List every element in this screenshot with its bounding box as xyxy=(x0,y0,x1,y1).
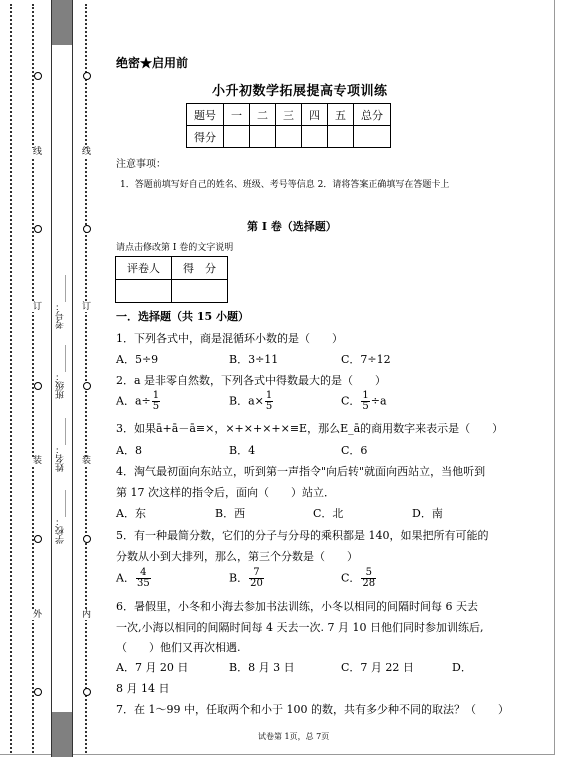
table-cell: 二 xyxy=(250,104,276,126)
question-stem: 2．a 是非零自然数，下列各式中得数最大的是（ ） xyxy=(116,374,387,387)
table-cell: 四 xyxy=(302,104,328,126)
name-field[interactable]: 姓名：______ xyxy=(56,418,66,472)
table-cell: 得 分 xyxy=(172,257,228,280)
table-cell: 五 xyxy=(328,104,354,126)
secret-label: 绝密★启用前 xyxy=(116,56,189,70)
question-stem: 4．淘气最初面向东站立，听到第一声指令"向后转"就面向西站立，当他听到 xyxy=(116,465,486,478)
question-stem: 5．有一种最简分数，它们的分子与分母的乘积都是 140，如果把所有可能的 xyxy=(116,529,489,542)
margin-mark-bind: 装 xyxy=(32,456,42,466)
margin-mark-outer: 外 xyxy=(32,610,42,620)
margin-mark-order: 订 xyxy=(32,302,42,312)
part-one-title: 一．选择题（共 15 小题） xyxy=(116,310,249,323)
fraction: $\frac{1}{5}$ xyxy=(362,390,369,412)
fraction: $\frac{7}{20}$ xyxy=(250,567,263,589)
binding-hole xyxy=(83,535,91,543)
table-cell: 总分 xyxy=(354,104,391,126)
binding-hole xyxy=(34,535,42,543)
score-cell[interactable] xyxy=(302,126,328,148)
option-a: A． $\frac{4}{35}$ xyxy=(116,567,150,589)
notice-item: 1．答题前填写好自己的姓名、班级、考号等信息 2．请将答案正确填写在答题卡上 xyxy=(120,180,450,190)
table-cell: 评卷人 xyxy=(116,257,172,280)
question-stem: 3．如果ā+ā－ā≡×，×+×+×+×≡E，那么E_ā的商用数字来表示是（ ） xyxy=(116,422,504,435)
grader-cell[interactable] xyxy=(116,280,172,303)
outer-dotted-line xyxy=(10,4,15,753)
inner-dotted-line xyxy=(85,4,90,753)
volume-title: 第 I 卷（选择题） xyxy=(247,220,337,233)
question-stem: 6．暑假里，小冬和小海去参加书法训练，小冬以相同的间隔时间每 6 天去 xyxy=(116,600,478,613)
binding-hole xyxy=(34,382,42,390)
fraction: $\frac{1}{5}$ xyxy=(265,390,273,412)
table-row xyxy=(116,257,228,280)
table-cell: 三 xyxy=(276,104,302,126)
score-cell[interactable] xyxy=(354,126,391,148)
question-stem: 7．在 1～99 中，任取两个和小于 100 的数，共有多少种不同的取法？（ ） xyxy=(116,703,509,716)
question-stem-cont: 一次,小海以相同的间隔时间每 4 天去一次. 7 月 10 日他们同时参加训练后, xyxy=(116,621,484,634)
option-c: C．北 xyxy=(313,507,344,520)
option-c: C．6 xyxy=(341,444,368,457)
option-b: B． $\frac{7}{20}$ xyxy=(229,567,263,589)
fraction: $\frac{4}{35}$ xyxy=(136,567,150,589)
option-a: A．5÷9 xyxy=(116,353,159,366)
school-field[interactable]: 学校：______ xyxy=(56,490,66,544)
notice-heading: 注意事项： xyxy=(116,159,166,170)
option-b: B．4 xyxy=(229,444,256,457)
page-title: 小升初数学拓展提高专项训练 xyxy=(212,84,388,99)
option-d: D． xyxy=(452,661,472,674)
binding-hole xyxy=(34,225,42,233)
option-a: A．东 xyxy=(116,507,146,520)
table-row xyxy=(187,104,391,126)
table-cell: 得分 xyxy=(187,126,224,148)
question-stem-cont: 分数从小到大排列，那么，第三个分数是（ ） xyxy=(116,550,358,563)
option-b: B．西 xyxy=(215,507,246,520)
binding-hole xyxy=(83,688,91,696)
volume-hint: 请点击修改第 I 卷的文字说明 xyxy=(116,243,234,253)
outer-dotted-line-2 xyxy=(32,4,37,753)
option-c: C．7 月 22 日 xyxy=(341,661,414,674)
option-d-cont: 8 月 14 日 xyxy=(116,682,170,695)
binding-hole xyxy=(83,72,91,80)
option-a: A．8 xyxy=(116,444,142,457)
score-cell[interactable] xyxy=(224,126,250,148)
class-field[interactable]: 班级：______ xyxy=(56,345,66,399)
option-b: B．8 月 3 日 xyxy=(229,661,295,674)
option-b: B．a× $\frac{1}{5}$ xyxy=(229,390,273,412)
score-cell[interactable] xyxy=(250,126,276,148)
table-cell: 一 xyxy=(224,104,250,126)
margin-mark-line-inner: 线 xyxy=(81,147,91,157)
option-c: C．7÷12 xyxy=(341,353,391,366)
option-b: B．3÷11 xyxy=(229,353,279,366)
fraction: $\frac{1}{5}$ xyxy=(152,390,160,412)
page-footer: 试卷第 1页，总 7页 xyxy=(258,732,330,741)
binding-hole xyxy=(34,72,42,80)
binding-hole xyxy=(83,382,91,390)
table-row xyxy=(187,126,391,148)
grader-cell[interactable] xyxy=(172,280,228,303)
margin-mark-inner: 内 xyxy=(81,610,91,620)
option-a: A．a÷ $\frac{1}{5}$ xyxy=(116,390,160,412)
binding-hole xyxy=(83,225,91,233)
grader-table xyxy=(115,256,228,303)
score-table xyxy=(186,103,391,148)
option-c: C． $\frac{5}{28}$ xyxy=(341,567,376,589)
exam-number-field[interactable]: 考号：______ xyxy=(56,275,66,329)
fraction: $\frac{5}{28}$ xyxy=(362,567,376,589)
margin-mark-bind-inner: 装 xyxy=(81,456,91,466)
option-d: D．南 xyxy=(412,507,443,520)
margin-mark-order-inner: 订 xyxy=(81,302,91,312)
margin-mark-line: 线 xyxy=(32,147,42,157)
question-stem-cont: （ ）他们又再次相遇. xyxy=(116,641,241,654)
binding-hole xyxy=(34,688,42,696)
question-stem: 1．下列各式中，商是混循环小数的是（ ） xyxy=(116,332,343,345)
score-cell[interactable] xyxy=(276,126,302,148)
option-c: C． $\frac{1}{5}$ ÷a xyxy=(341,390,387,412)
option-a: A．7 月 20 日 xyxy=(116,661,189,674)
table-cell: 题号 xyxy=(187,104,224,126)
score-cell[interactable] xyxy=(328,126,354,148)
table-row xyxy=(116,280,228,303)
question-stem-cont: 第 17 次这样的指令后，面向（ ）站立． xyxy=(116,486,335,499)
